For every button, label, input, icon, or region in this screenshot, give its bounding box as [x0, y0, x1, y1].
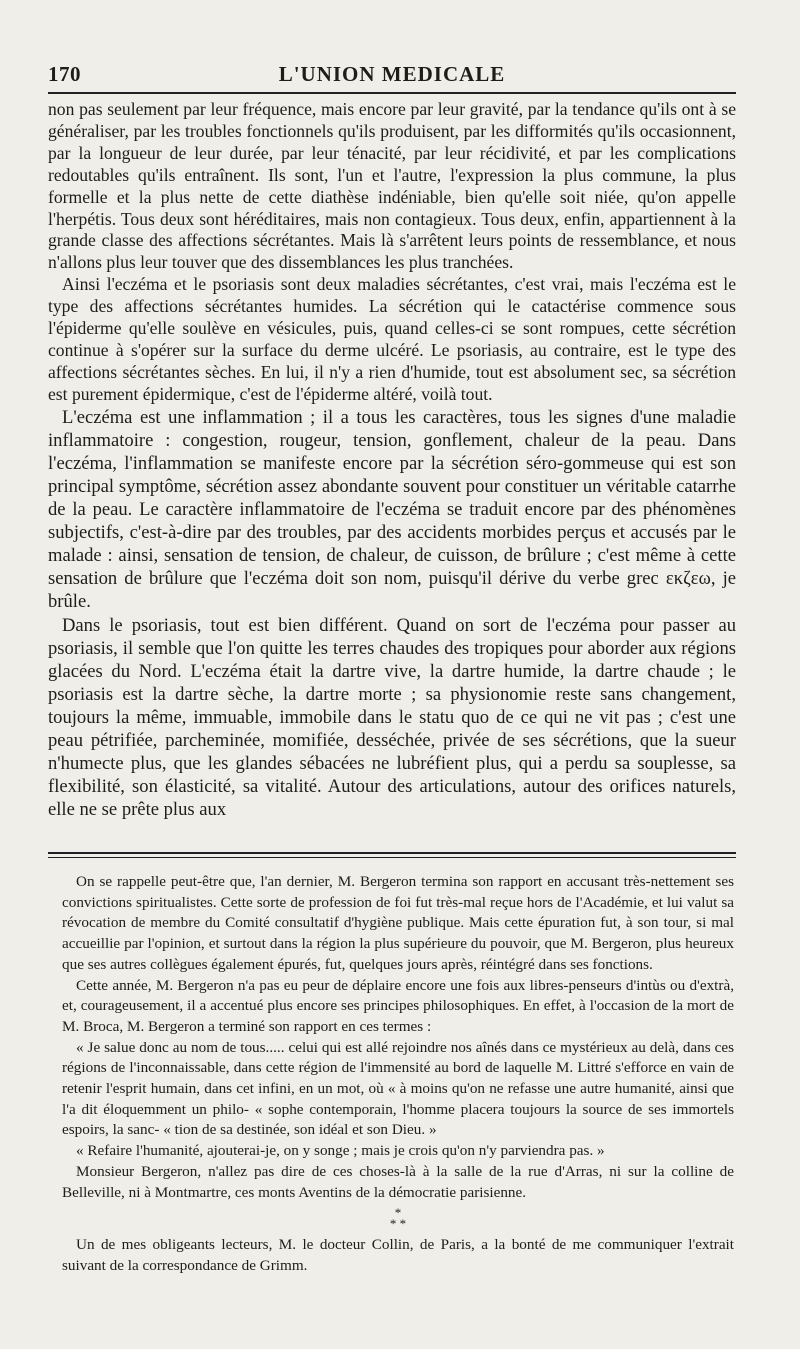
main-paragraph: L'eczéma est une inflammation ; il a tous les caractères, tous les signes d'une maladie inflammatoire : congestion, rougeur, tension, gonflement, chaleur de la peau. Dans l'eczéma, l'inflammation se manifeste encore par la sécrétion séro-gommeuse qui est son principal symptôme, sécrétion assez abondante souvent pour constituer un véritable catarrhe de la peau. Le caractère inflammatoire de l'eczéma se traduit encore par des phénomènes subjectifs, c'est-à-dire par des troubles, par des accidents morbides perçus et accusés par le malade : ainsi, sensation de tension, de chaleur, de cuisson, de brûlure ; c'est même à cette sensation de brûlure que l'eczéma doit son nom, puisqu'il dérive du verbe grec εκζεω, je brûle. [48, 406, 736, 613]
section-rule-thin [48, 857, 736, 858]
page-header [48, 56, 736, 90]
note-paragraph: On se rappelle peut-être que, l'an dernier, M. Bergeron termina son rapport en accusant très-nettement ses convictions spiritualistes. Cette sorte de profession de foi fut très-mal reçue hors de l'Académie, et lui valut sa révocation de membre du Comité consultatif d'hygiène publique. Mais cette épuration fut, à son tour, si mal accueillie par l'opinion, et surtout dans la région la plus supérieure du pouvoir, que M. Bergeron, plus heureux que ses autres collègues également épurés, fut, quelques jours après, réintégré dans ses fonctions. [62, 873, 734, 973]
page-number: 170 [48, 62, 81, 86]
note-quote: « Refaire l'humanité, ajouterai-je, on y songe ; mais je crois qu'on n'y parviendra pas. » [76, 1142, 605, 1160]
feuilleton-column [62, 872, 734, 1277]
note-paragraph: Cette année, M. Bergeron n'a pas eu peur de déplaire encore une fois aux libres-penseurs d'intùs ou d'extrà, et, courageusement, il a accentué plus encore ses principes philosophiques. En effet, à l'occasion de la mort de M. Broca, M. Bergeron a terminé son rapport en ces termes : [62, 976, 734, 1035]
note-paragraph: Monsieur Bergeron, n'allez pas dire de ces choses-là à la salle de la rue d'Arras, ni sur la colline de Belleville, ni à Montmartre, ces monts Aventins de la démocratie parisienne. [62, 1162, 734, 1201]
main-paragraph: non pas seulement par leur fréquence, mais encore par leur gravité, par la tendance qu'ils ont à se généraliser, par les troubles fonctionnels qu'ils produisent, par les difformités qu'ils occasionnent, par la longueur de leur durée, par leur ténacité, par leur récidivité, et par les complications redoutables qu'ils entraînent. Ils sont, l'un et l'autre, l'expression la plus commune, la plus formelle et la plus nette de cette diathèse indéniable, bien qu'elle soit niée, qu'on appelle l'herpétis. Tous deux sont héréditaires, mais non contagieux. Tous deux, enfin, appartiennent à la grande classe des affections sécrétantes. Mais là s'arrêtent leurs points de ressemblance, et nous n'allons plus leur touver que des dissemblances les plus tranchées. [48, 99, 736, 273]
main-column [48, 99, 736, 821]
main-paragraph: Dans le psoriasis, tout est bien différent. Quand on sort de l'eczéma pour passer au psoriasis, il semble que l'on quitte les terres chaudes des tropiques pour aborder aux régions glacées du Nord. L'eczéma était la dartre vive, la dartre humide, la dartre chaude ; le psoriasis est la dartre sèche, la dartre morte ; sa physionomie reste sans changement, toujours la même, immuable, immobile dans le statu quo de ce qui ne vit pas ; c'est une peau pétrifiée, parcheminée, momifiée, desséchée, privée de ses sécrétions, que la sueur n'humecte plus, que les glandes sébacées ne lubréfient plus, qui a perdu sa souplesse, sa flexibilité, son élasticité, sa vitalité. Autour des articulations, autour des orifices naturels, elle ne se prête plus aux [48, 614, 736, 821]
section-rule [48, 852, 736, 854]
header-rule [48, 92, 736, 94]
main-paragraph: Ainsi l'eczéma et le psoriasis sont deux maladies sécrétantes, c'est vrai, mais l'eczéma est le type des affections sécrétantes humides. La sécrétion qui le catactérise commence sous l'épiderme qu'elle soulève en vésicules, puis, quand celles-ci se sont rompues, cette sécrétion continue à s'opérer sur la surface du derme ulcéré. Le psoriasis, au contraire, est le type des affections sécrétantes sèches. En lui, il n'y a rien d'humide, tout est absolument sec, sa sécrétion est purement épidermique, c'est de l'épiderme altéré, voilà tout. [48, 274, 736, 404]
note-paragraph: Un de mes obligeants lecteurs, M. le docteur Collin, de Paris, a la bonté de me communiquer l'extrait suivant de la correspondance de Grimm. [62, 1236, 734, 1274]
asterism-top: * [394, 1205, 402, 1221]
note-quote: « Je salue donc au nom de tous..... celui qui est allé rejoindre nos aînés dans ce mystérieux au delà, dans ces régions de l'inconnaissable, dans cette région de l'immensité au bord de laquelle M. Littré s'efforce en vain de retenir l'esprit humain, dans cet infini, en un mot, où « à moins qu'on ne refasse une autre humanité, ainsi que l'a dit éloquemment un philo- « sophe contemporain, l'homme placera toujours la source de ses immortels espoirs, la sanc- « tion de sa destinée, son idéal et son Dieu. » [62, 1038, 734, 1139]
running-head: L'UNION MEDICALE [278, 62, 506, 86]
asterism-bottom: * * [389, 1216, 407, 1232]
asterism-divider [62, 1205, 734, 1232]
